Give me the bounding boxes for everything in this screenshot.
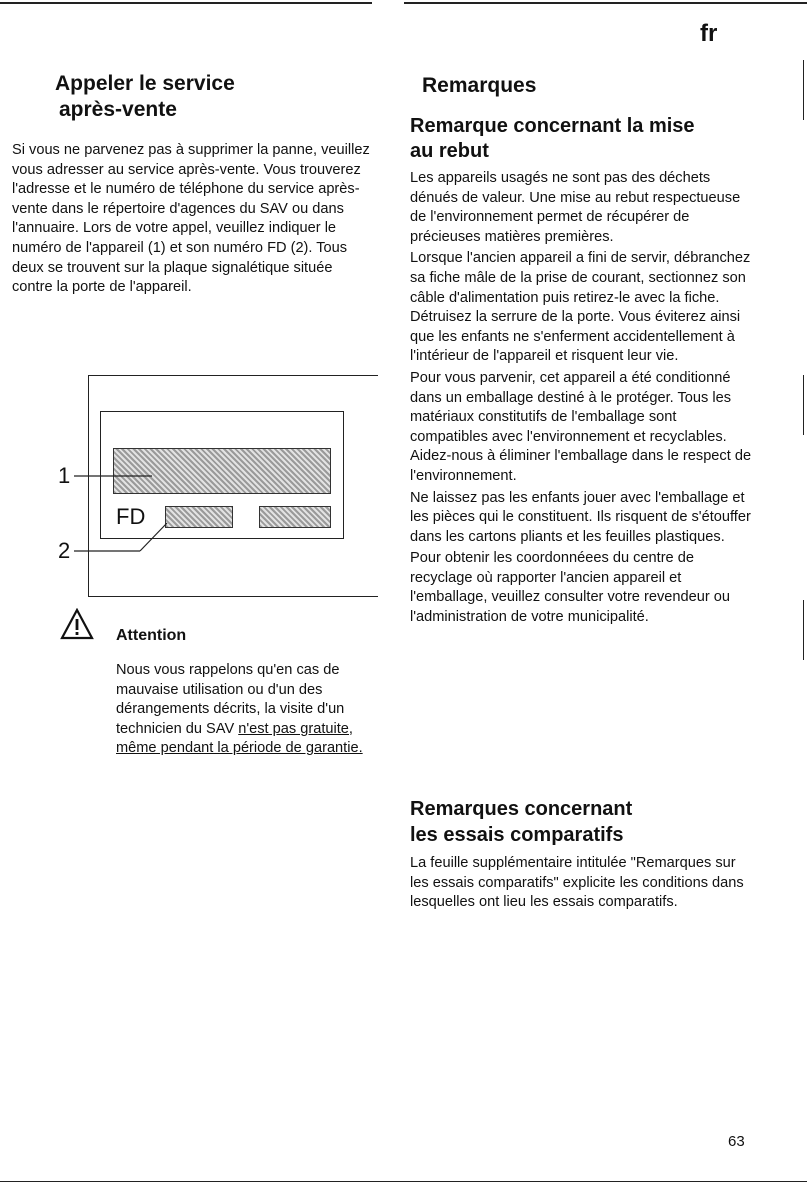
disposal-paragraph-1: Les appareils usagés ne sont pas des déchets dénués de valeur. Une mise au rebut respectueuse de l'environnement permet de récupérer de précieuses matières premières. [410,170,741,245]
rating-plate-figure [42,365,382,605]
right-margin-rule-2 [803,375,804,435]
disposal-heading-line1: Remarque concernant la mise [410,115,695,137]
attention-text-underlined: n'est pas gratuite, même pendant la période de garantie. [116,720,363,757]
disposal-paragraph-5: Pour obtenir les coordonnéees du centre de recyclage où rapporter l'ancien appareil et l'emballage, veuillez consulter votre revendeur ou l'administration de votre municipalité. [410,550,730,626]
attention-text-plain: Nous vous rappelons qu'en cas de mauvaise utilisation ou d'un des dérangements décrits, la visite d'un technicien du SAV [116,662,345,737]
callout-leaders [42,365,382,605]
warning-triangle-icon [60,608,94,640]
top-rule-right [404,2,807,4]
attention-text [116,661,364,759]
right-margin-rule-3 [803,600,804,660]
disposal-paragraph-2: Lorsque l'ancien appareil a fini de servir, débranchez sa fiche mâle de la prise de courant, sectionnez son câble d'alimentation puis retirez-le avec la fiche. Détruisez la serrure de la porte. Vous éviterez ainsi que les enfants ne s'enferment accidentellement à l'intérieur de l'appareil et risquent leur vie. [410,250,751,365]
top-rule-left [0,2,372,4]
disposal-section-body [410,169,756,628]
left-title-line1: Appeler le service [55,72,235,95]
language-marker: fr [700,20,718,47]
callout-1: 1 [58,463,71,488]
attention-heading: Attention [116,627,187,644]
service-paragraph: Si vous ne parvenez pas à supprimer la panne, veuillez vous adresser au service après-vente. Vous trouverez l'adresse et le numéro de téléphone du service après-vente dans le répertoire d'agences du SAV ou dans l'annuaire. Lors de votre appel, veuillez indiquer le numéro de l'appareil (1) et son numéro FD (2). Tous deux se trouvent sur la plaque signalétique située contre la porte de l'appareil. [12,142,370,296]
callout-2-leader-diag [140,523,167,551]
disposal-paragraph-4: Ne laissez pas les enfants jouer avec l'emballage et les pièces qui le constituent. Ils risquent de s'étouffer dans les cartons pliants et les feuilles plastiques. [410,489,751,545]
disposal-paragraph-3: Pour vous parvenir, cet appareil a été conditionné dans un emballage destiné à le protéger. Tous les matériaux constitutifs de l'emballage sont compatibles avec l'environnement et recyclables. Aidez-nous à éliminer l'emballage dans le respect de l'environnement. [410,369,752,484]
callout-2: 2 [58,538,71,563]
disposal-heading-line2: au rebut [410,140,489,162]
fd-label: FD [116,504,146,529]
right-margin-rule-1 [803,60,804,120]
bottom-rule [0,1181,807,1182]
tests-paragraph: La feuille supplémentaire intitulée "Remarques sur les essais comparatifs" explicite les conditions dans lesquelles ont lieu les essais comparatifs. [410,855,744,911]
left-title-line2: après-vente [59,98,177,121]
page-number: 63 [728,1133,745,1150]
tests-heading-line1: Remarques concernant [410,798,633,820]
tests-heading-line2: les essais comparatifs [410,824,624,846]
right-title: Remarques [422,74,537,97]
